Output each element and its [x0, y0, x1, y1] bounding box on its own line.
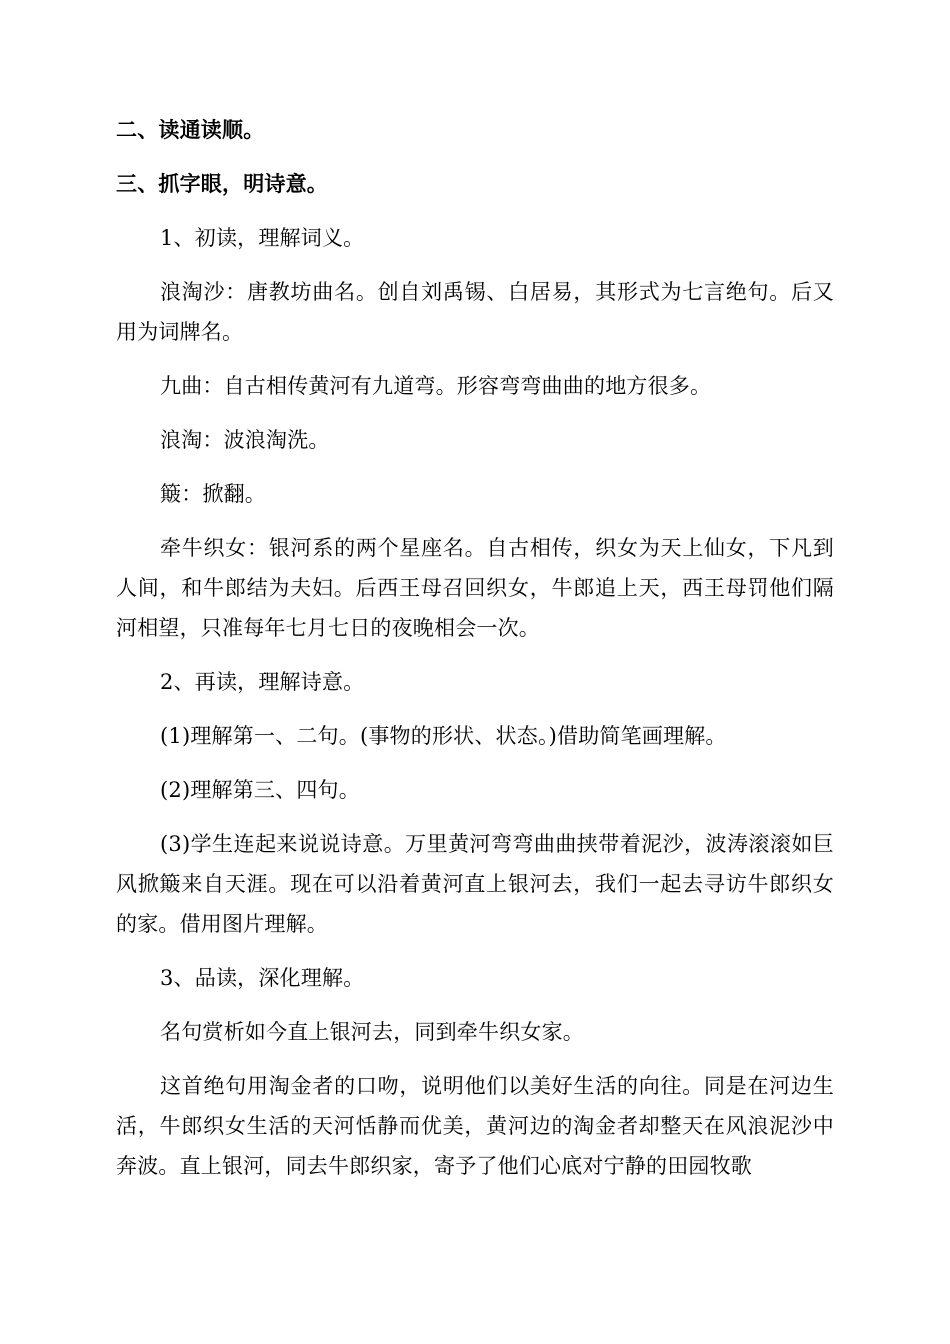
step-1-title: 1、初读，理解词义。: [160, 226, 365, 250]
document-page: [116, 110, 834, 1200]
section-heading-2: 二、读通读顺。: [116, 117, 265, 142]
section-heading-3: 三、抓字眼，明诗意。: [116, 171, 328, 196]
step-2-item-1: (1)理解第一、二句。(事物的形状、状态。)借助简笔画理解。: [160, 724, 727, 748]
step-2-item-3: (3)学生连起来说说诗意。万里黄河弯弯曲曲挟带着泥沙，波涛滚滚如巨风掀簸来自天涯。现在可以沿着黄河直上银河去，我们一起去寻访牛郎织女的家。借用图片理解。: [116, 832, 834, 936]
definition-bo: 簸：掀翻。: [160, 482, 266, 506]
step-3-title: 3、品读，深化理解。: [160, 966, 365, 990]
famous-line-analysis: 名句赏析如今直上银河去，同到牵牛织女家。: [160, 1020, 584, 1044]
definition-langtaosha: 浪淘沙：唐教坊曲名。创自刘禹锡、白居易，其形式为七言绝句。后又用为词牌名。: [116, 280, 834, 344]
analysis-paragraph: 这首绝句用淘金者的口吻，说明他们以美好生活的向往。同是在河边生活，牛郎织女生活的天河恬静而优美，黄河边的淘金者却整天在风浪泥沙中奔波。直上银河，同去牛郎织家，寄予了他们心底对宁静的田园牧歌: [116, 1074, 834, 1178]
step-2-title: 2、再读，理解诗意。: [160, 670, 365, 694]
definition-langtao: 浪淘：波浪淘洗。: [160, 428, 330, 452]
definition-qianniu-zhinv: 牵牛织女：银河系的两个星座名。自古相传，织女为天上仙女，下凡到人间，和牛郎结为夫妇。后西王母召回织女，牛郎追上天，西王母罚他们隔河相望，只准每年七月七日的夜晚相会一次。: [116, 536, 834, 640]
step-2-item-2: (2)理解第三、四句。: [160, 778, 360, 802]
definition-jiuqu: 九曲：自古相传黄河有九道弯。形容弯弯曲曲的地方很多。: [160, 374, 712, 398]
